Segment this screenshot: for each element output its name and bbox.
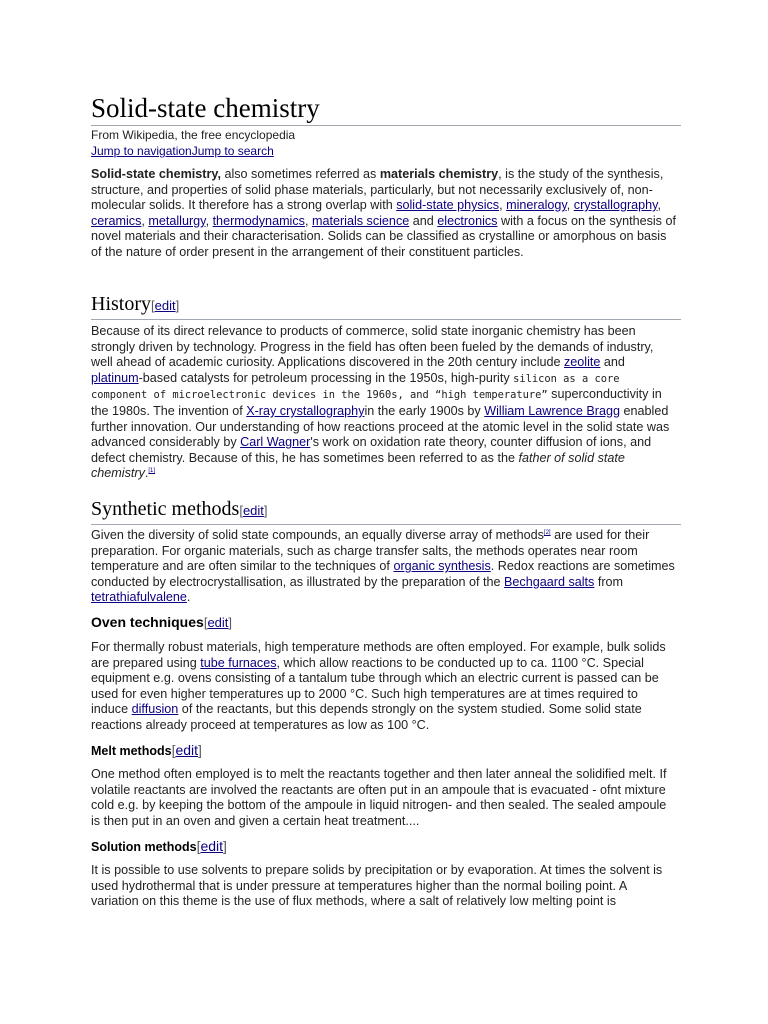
link-organic-synthesis[interactable]: organic synthesis bbox=[393, 559, 491, 574]
edit-section: [edit] bbox=[196, 838, 227, 854]
page-title: Solid-state chemistry bbox=[91, 92, 681, 126]
melt-paragraph: One method often employed is to melt the reactants together and then later anneal the solidified melt. If volatile reactants are involved the reactants are often put in an ampoule that is evacuated - ofnt mixture cold e.g. by keeping the bottom of the ampoule in liquid nitrogen- and then sealed. The sealed ampoule is then put in an oven and given a certain heat treatment.... bbox=[91, 767, 667, 828]
link-x-ray-crystallography[interactable]: X-ray crystallography bbox=[246, 403, 365, 418]
link-solid-state-physics[interactable]: solid-state physics bbox=[396, 198, 500, 213]
heading-synthetic-methods: Synthetic methods[edit] bbox=[91, 497, 681, 525]
link-thermodynamics[interactable]: thermodynamics bbox=[212, 213, 305, 228]
link-william-lawrence-bragg[interactable]: William Lawrence Bragg bbox=[484, 403, 621, 418]
reference-link[interactable]: [1] bbox=[148, 468, 156, 475]
link-carl-wagner[interactable]: Carl Wagner bbox=[240, 435, 311, 450]
heading-melt-methods: Melt methods[edit] bbox=[91, 742, 202, 758]
edit-link[interactable]: edit bbox=[200, 838, 224, 854]
history-paragraph: Because of its direct relevance to products of commerce, solid state inorganic chemistry has been strongly driven by technology. Progress in the field has often been fueled by the demands of industry, well ahead of academic curiosity. Applications discovered in the 20th century include zeolite and platinum-based catalysts for petroleum processing in the 1950s, high-purity silicon as a core component of microelectronic devices in the 1960s, and “high temperature” superconductivity in the 1980s. The invention of X-ray crystallographyin the early 1900s by William Lawrence Bragg enabled further innovation. Our understanding of how reactions proceed at the atomic level in the solid state was advanced considerably by Carl Wagner's work on oxidation rate theory, counter diffusion of ions, and defect chemistry. Because of this, he has sometimes been referred to as the father of solid state chemistry.[1] bbox=[91, 324, 670, 481]
heading-solution-methods: Solution methods[edit] bbox=[91, 838, 227, 854]
link-metallurgy[interactable]: metallurgy bbox=[148, 213, 206, 228]
link-bechgaard-salts[interactable]: Bechgaard salts bbox=[504, 574, 595, 589]
link-mineralogy[interactable]: mineralogy bbox=[506, 198, 567, 213]
edit-link[interactable]: edit bbox=[175, 742, 199, 758]
jump-to-search-link[interactable]: Jump to search bbox=[191, 144, 274, 158]
edit-section: [edit] bbox=[239, 503, 268, 518]
link-tube-furnaces[interactable]: tube furnaces bbox=[200, 655, 277, 670]
italic-text: father of solid state chemistry bbox=[91, 450, 625, 481]
tagline: From Wikipedia, the free encyclopedia bbox=[91, 128, 296, 142]
link-ceramics[interactable]: ceramics bbox=[91, 213, 142, 228]
link-diffusion[interactable]: diffusion bbox=[131, 702, 179, 717]
reference-link[interactable]: [2] bbox=[543, 529, 551, 536]
bold-term: Solid-state chemistry, bbox=[91, 167, 221, 181]
intro-paragraph: Solid-state chemistry, also sometimes referred as materials chemistry, is the study of the synthesis, structure, and properties of solid phase materials, particularly, but not necessarily exclusively of, non-molecular solids. It therefore has a strong overlap with solid-state physics, mineralogy, crystallography, ceramics, metallurgy, thermodynamics, materials science and electronics with a focus on the synthesis of novel materials and their characterisation. Solids can be classified as crystalline or amorphous on basis of the nature of order present in the arrangement of their constituent particles. bbox=[91, 167, 676, 259]
monospace-text: silicon as a core component of microelectronic devices in the 1960s, and “high temperature” bbox=[91, 372, 620, 402]
heading-history: History[edit] bbox=[91, 292, 681, 320]
link-tetrathiafulvalene[interactable]: tetrathiafulvalene bbox=[91, 590, 187, 605]
link-materials-science[interactable]: materials science bbox=[311, 213, 410, 228]
edit-link[interactable]: edit bbox=[207, 615, 229, 630]
jump-links bbox=[91, 144, 681, 159]
oven-paragraph: For thermally robust materials, high temperature methods are often employed. For example, bulk solids are prepared using tube furnaces, which allow reactions to be conducted up to ca. 1100 °C. Special equipment e.g. ovens consisting of a tantalum tube through which an electric current is passed can be used for even higher temperatures up to 2000 °C. Such high temperatures are at times required to induce diffusion of the reactants, but this depends strongly on the system studied. Some solid state reactions already proceed at temperatures as low as 100 °C. bbox=[91, 640, 666, 732]
edit-section: [edit] bbox=[151, 298, 180, 313]
solution-paragraph: It is possible to use solvents to prepare solids by precipitation or by evaporation. At times the solvent is used hydrothermal that is under pressure at temperatures higher than the normal boiling point. A variation on this theme is the use of flux methods, where a salt of relatively low melting point is bbox=[91, 863, 663, 909]
link-electronics[interactable]: electronics bbox=[437, 213, 498, 228]
link-crystallography[interactable]: crystallography bbox=[573, 198, 658, 213]
bold-term: materials chemistry bbox=[379, 167, 499, 181]
heading-oven-techniques: Oven techniques[edit] bbox=[91, 614, 233, 630]
edit-link[interactable]: edit bbox=[242, 503, 264, 518]
link-zeolite[interactable]: zeolite bbox=[564, 355, 601, 370]
edit-section: [edit] bbox=[171, 742, 202, 758]
jump-to-navigation-link[interactable]: Jump to navigation bbox=[91, 144, 192, 158]
edit-link[interactable]: edit bbox=[154, 298, 176, 313]
edit-section: [edit] bbox=[203, 615, 233, 630]
synthetic-paragraph: Given the diversity of solid state compounds, an equally diverse array of methods[2] are used for their preparation. For organic materials, such as charge transfer salts, the methods operates near room temperature and are often similar to the techniques of organic synthesis. Redox reactions are sometimes conducted by electrocrystallisation, as illustrated by the preparation of the Bechgaard salts from tetrathiafulvalene. bbox=[91, 528, 675, 605]
link-platinum[interactable]: platinum bbox=[91, 370, 139, 385]
